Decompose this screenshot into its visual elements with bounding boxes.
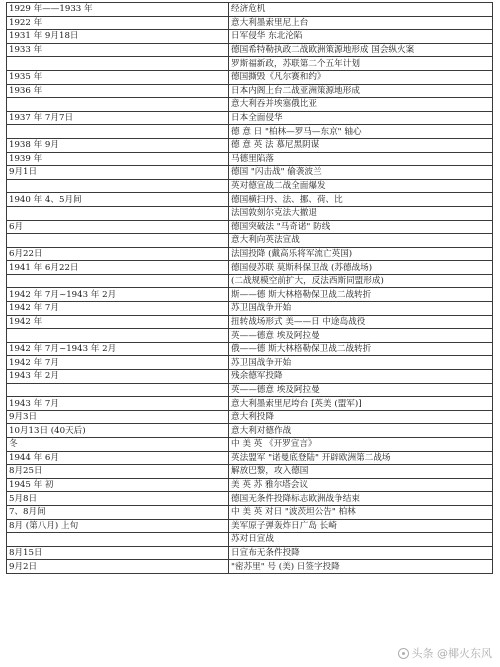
event-cell: 扭转战场形式 美——日 中途岛战役 (229, 315, 493, 329)
event-cell: "密苏里" 号 (美) 日签字投降 (229, 560, 493, 574)
date-cell: 10月13日 (40天后) (7, 424, 229, 438)
logo-icon (398, 648, 409, 659)
date-cell: 8月 (第八月) 上旬 (7, 519, 229, 533)
table-row (7, 138, 493, 152)
event-cell: 意大利墨索里尼上台 (229, 16, 493, 30)
event-cell: 中 美 英 对日 "波茨坦公告" 柏林 (229, 505, 493, 519)
date-cell (7, 98, 229, 112)
event-cell: 英——德意 埃及阿拉曼 (229, 329, 493, 343)
table-row (7, 438, 493, 452)
table-row (7, 519, 493, 533)
table-row (7, 234, 493, 248)
event-cell: 经济危机 (229, 3, 493, 17)
date-cell (7, 125, 229, 139)
event-cell: 德国横扫丹、法、挪、荷、比 (229, 193, 493, 207)
event-cell: 残余德军投降 (229, 370, 493, 384)
date-cell (7, 329, 229, 343)
table-row (7, 220, 493, 234)
event-cell: 德国侵苏联 莫斯科保卫战 (苏德战场) (229, 261, 493, 275)
event-cell: 俄——德 斯大林格勒保卫战二战转折 (229, 342, 493, 356)
table-row (7, 98, 493, 112)
event-cell: 意大利对德作战 (229, 424, 493, 438)
table-row (7, 356, 493, 370)
event-cell: 斯——德 斯大林格勒保卫战二战转折 (229, 288, 493, 302)
table-row (7, 274, 493, 288)
table-row (7, 302, 493, 316)
date-cell (7, 274, 229, 288)
date-cell: 6月 (7, 220, 229, 234)
date-cell: 1943 年 7月 (7, 397, 229, 411)
date-cell: 1943 年 2月 (7, 370, 229, 384)
table-row (7, 16, 493, 30)
event-cell: 英——德意 埃及阿拉曼 (229, 383, 493, 397)
table-row (7, 315, 493, 329)
date-cell (7, 179, 229, 193)
table-row (7, 397, 493, 411)
table-row (7, 179, 493, 193)
timeline-sheet (6, 2, 492, 574)
event-cell: 苏卫国战争开始 (229, 356, 493, 370)
event-cell: 德 意 日 "柏林—罗马—东京" 轴心 (229, 125, 493, 139)
date-cell: 1942 年 7月 (7, 302, 229, 316)
date-cell (7, 57, 229, 71)
date-cell: 1922 年 (7, 16, 229, 30)
event-cell: 苏对日宣战 (229, 533, 493, 547)
table-row (7, 505, 493, 519)
date-cell: 1938 年 9月 (7, 138, 229, 152)
event-cell: 马德里陷落 (229, 152, 493, 166)
date-cell: 1945 年 初 (7, 478, 229, 492)
date-cell: 9月3日 (7, 410, 229, 424)
date-cell: 1939 年 (7, 152, 229, 166)
table-row (7, 546, 493, 560)
event-cell: 日本内阁上台二战亚洲策源地形成 (229, 84, 493, 98)
table-row (7, 206, 493, 220)
table-row (7, 43, 493, 57)
event-cell: 美 英 苏 雅尔塔会议 (229, 478, 493, 492)
table-row (7, 166, 493, 180)
event-cell: 意大利吞并埃塞俄比亚 (229, 98, 493, 112)
event-cell: 日宣布无条件投降 (229, 546, 493, 560)
event-cell: 德国突破法 "马奇诺" 防线 (229, 220, 493, 234)
table-row (7, 329, 493, 343)
date-cell: 1942 年 (7, 315, 229, 329)
watermark (398, 645, 493, 661)
table-row (7, 451, 493, 465)
date-cell: 1944 年 6月 (7, 451, 229, 465)
table-row (7, 383, 493, 397)
table-row (7, 30, 493, 44)
date-cell: 1931 年 9月18日 (7, 30, 229, 44)
date-cell: 冬 (7, 438, 229, 452)
event-cell: 德国 "闪击战" 偷袭波兰 (229, 166, 493, 180)
watermark-text: 头条 @椰火东风 (411, 647, 492, 660)
table-row (7, 247, 493, 261)
table-row (7, 288, 493, 302)
table-row (7, 342, 493, 356)
date-cell: 7、8月间 (7, 505, 229, 519)
table-row (7, 111, 493, 125)
table-row (7, 261, 493, 275)
date-cell: 1936 年 (7, 84, 229, 98)
date-cell: 1941 年 6月22日 (7, 261, 229, 275)
date-cell: 5月8日 (7, 492, 229, 506)
table-row (7, 478, 493, 492)
table-row (7, 492, 493, 506)
date-cell: 6月22日 (7, 247, 229, 261)
event-cell: 中 美 英 《开罗宣言》 (229, 438, 493, 452)
date-cell: 8月15日 (7, 546, 229, 560)
date-cell: 9月2日 (7, 560, 229, 574)
table-row (7, 70, 493, 84)
event-cell: 德国希特勒执政二战欧洲策源地形成 国会纵火案 (229, 43, 493, 57)
date-cell: 9月1日 (7, 166, 229, 180)
date-cell (7, 206, 229, 220)
event-cell: 解放巴黎，攻入德国 (229, 465, 493, 479)
date-cell: 1942 年 7月~1943 年 2月 (7, 342, 229, 356)
event-cell: 法国投降 (戴高乐将军流亡英国) (229, 247, 493, 261)
table-row (7, 424, 493, 438)
timeline-body (7, 3, 493, 574)
event-cell: 德国无条件投降标志欧洲战争结束 (229, 492, 493, 506)
table-row (7, 152, 493, 166)
table-row (7, 533, 493, 547)
table-row (7, 465, 493, 479)
table-row (7, 193, 493, 207)
event-cell: 美军原子弹轰炸日广岛 长崎 (229, 519, 493, 533)
event-cell: (二战规模空前扩大，反法西斯同盟形成) (229, 274, 493, 288)
event-cell: 罗斯福新政，苏联第二个五年计划 (229, 57, 493, 71)
date-cell (7, 234, 229, 248)
event-cell: 意大利投降 (229, 410, 493, 424)
table-row (7, 125, 493, 139)
date-cell (7, 383, 229, 397)
table-row (7, 370, 493, 384)
date-cell: 1933 年 (7, 43, 229, 57)
date-cell: 1940 年 4、5月间 (7, 193, 229, 207)
event-cell: 意大利向英法宣战 (229, 234, 493, 248)
event-cell: 日本全面侵华 (229, 111, 493, 125)
event-cell: 英法盟军 "诺曼底登陆" 开辟欧洲第二战场 (229, 451, 493, 465)
table-row (7, 84, 493, 98)
date-cell: 1935 年 (7, 70, 229, 84)
event-cell: 德 意 英 法 慕尼黑阴谋 (229, 138, 493, 152)
date-cell: 1942 年 7月~1943 年 2月 (7, 288, 229, 302)
event-cell: 英对德宣战二战全面爆发 (229, 179, 493, 193)
table-row (7, 3, 493, 17)
event-cell: 德国撕毁《凡尔赛和约》 (229, 70, 493, 84)
date-cell: 1929 年——1933 年 (7, 3, 229, 17)
event-cell: 日军侵华 东北沦陷 (229, 30, 493, 44)
table-row (7, 410, 493, 424)
table-row (7, 560, 493, 574)
event-cell: 法国敦刻尔克法大撤退 (229, 206, 493, 220)
date-cell (7, 533, 229, 547)
event-cell: 意大利墨索里尼垮台 [英美 (盟军)] (229, 397, 493, 411)
timeline-table (6, 2, 493, 574)
date-cell: 1937 年 7月7日 (7, 111, 229, 125)
event-cell: 苏卫国战争开始 (229, 302, 493, 316)
date-cell: 8月25日 (7, 465, 229, 479)
table-row (7, 57, 493, 71)
date-cell: 1942 年 7月 (7, 356, 229, 370)
